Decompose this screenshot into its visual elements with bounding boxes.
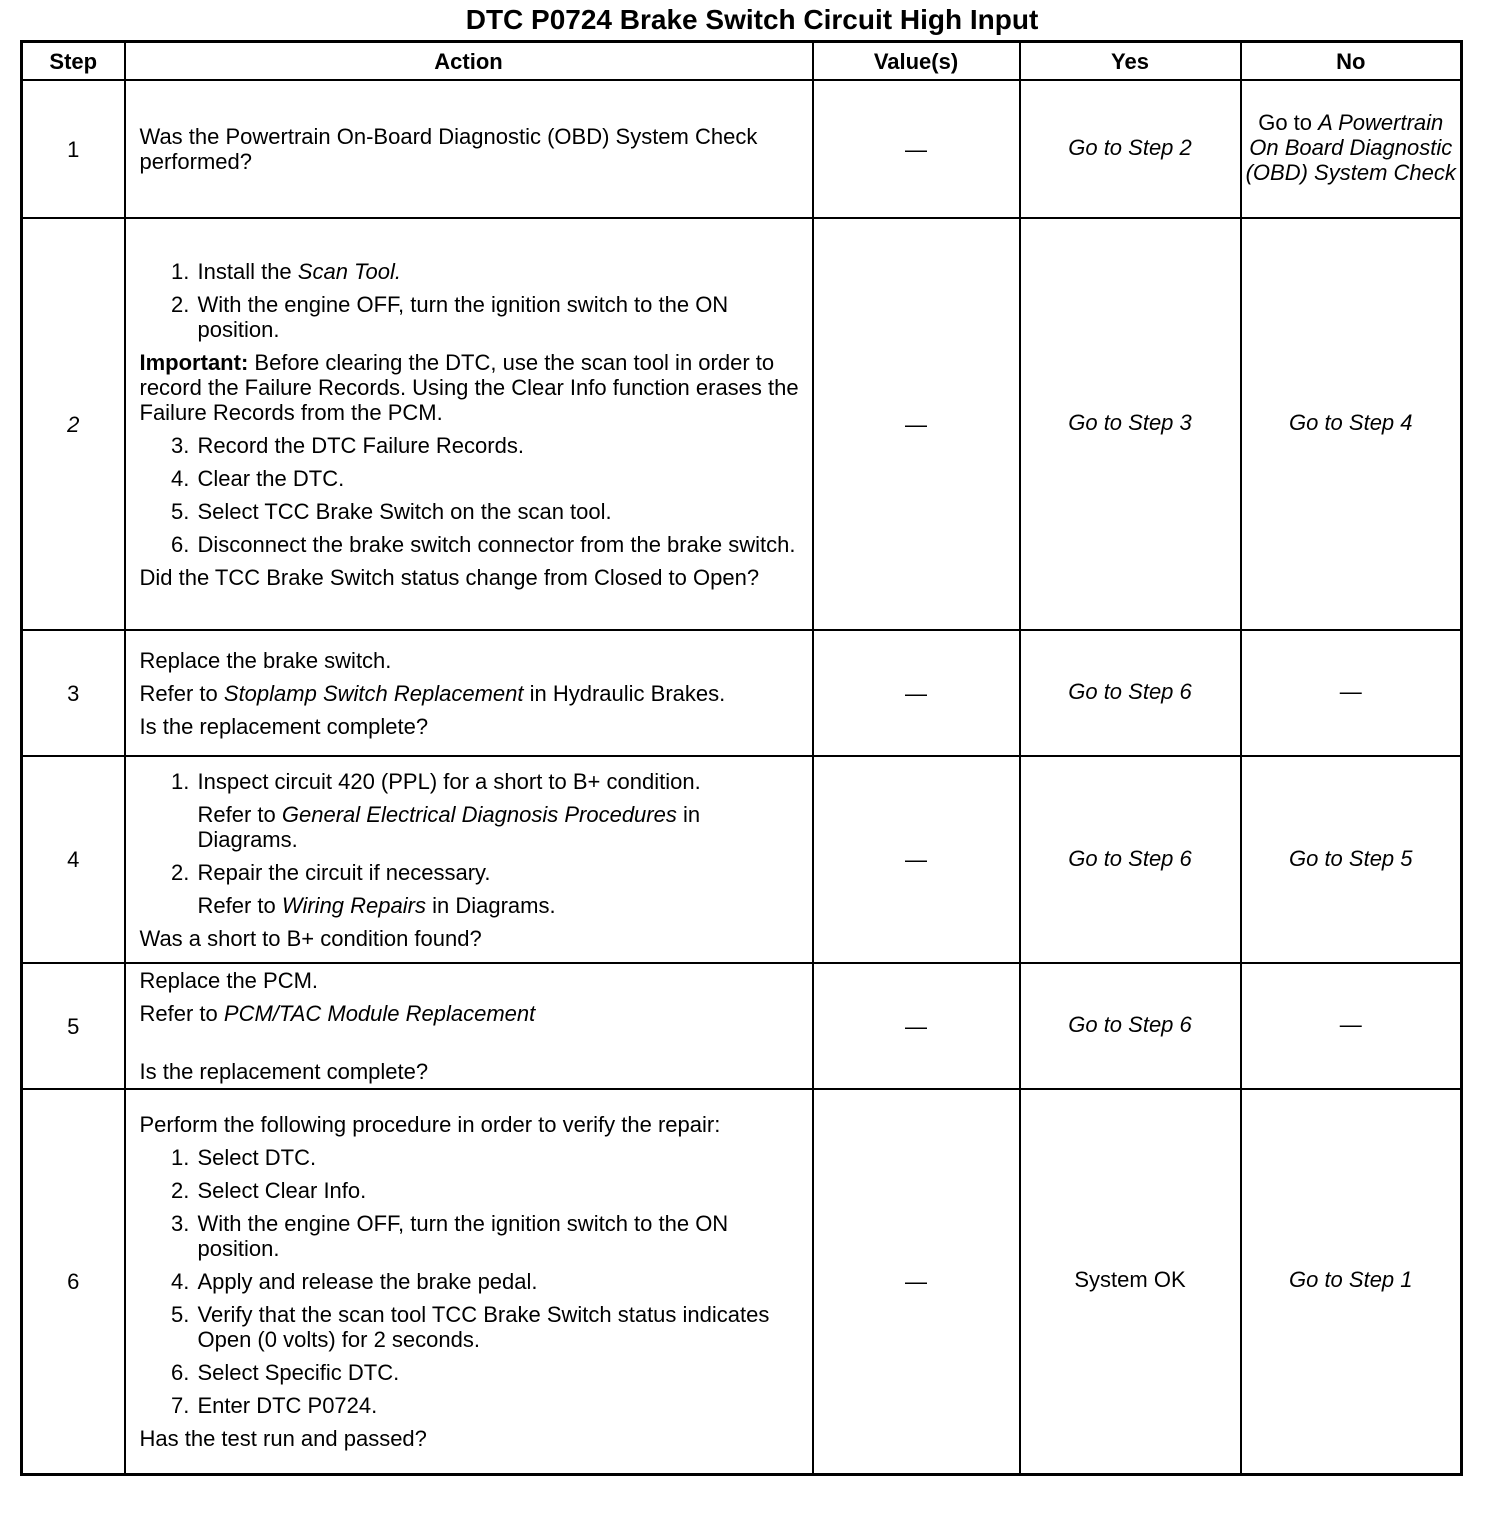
table-row-step-1 [22,80,1462,218]
action-steps [140,769,802,918]
list-item: 1. Install the Scan Tool. [196,259,802,284]
header-row [22,42,1462,81]
yes-cell [1020,963,1241,1089]
action-steps [140,259,802,342]
action-cell [125,1089,813,1474]
list-item: 4. Apply and release the brake pedal. [196,1269,802,1294]
action-reference: Refer to PCM/TAC Module Replacement [139,1001,536,1026]
no-cell [1241,1089,1462,1474]
list-item: 1. Select DTC. [196,1145,802,1170]
list-item: 3. With the engine OFF, turn the ignition switch to the ON position. [196,1211,802,1261]
header-action: Action [125,42,813,81]
yes-cell [1020,630,1241,756]
action-intro: Perform the following procedure in order to verify the repair: [139,1111,721,1137]
list-item: 4. Clear the DTC. [196,466,802,491]
table-row-step-5 [22,963,1462,1089]
yes-link: Go to Step 3 [1068,410,1192,435]
table-row-step-4 [22,756,1462,963]
header-yes: Yes [1020,42,1241,81]
yes-link: Go to Step 6 [1068,679,1192,704]
no-prefix: Go to [1258,110,1313,135]
value-cell: — [813,80,1020,218]
table-row-step-3 [22,630,1462,756]
list-item: 6. Select Specific DTC. [196,1360,802,1385]
action-cell [125,630,813,756]
yes-cell: System OK [1020,1089,1241,1474]
step-number: 5 [22,963,125,1089]
no-cell [1241,80,1462,218]
value-cell: — [813,630,1020,756]
header-values: Value(s) [813,42,1020,81]
action-question: Did the TCC Brake Switch status change from Closed to Open? [139,564,760,590]
action-steps [140,433,802,557]
list-item: 2. With the engine OFF, turn the ignition switch to the ON position. [196,292,802,342]
action-question: Is the replacement complete? [139,1059,429,1084]
table-row-step-2 [22,218,1462,630]
action-cell [125,756,813,963]
no-cell [1241,756,1462,963]
list-item: 1. Inspect circuit 420 (PPL) for a short to B+ condition. Refer to General Electrical Diagnosis Procedures in Diagrams. [196,769,802,852]
page-title: DTC P0724 Brake Switch Circuit High Input [465,4,1039,35]
action-question: Was a short to B+ condition found? [139,925,482,951]
action-question: Is the replacement complete? [139,713,429,739]
diagnostic-table [20,40,1463,1476]
list-item: 5. Verify that the scan tool TCC Brake Switch status indicates Open (0 volts) for 2 seconds. [196,1302,802,1352]
action-cell [125,218,813,630]
action-reference: Refer to General Electrical Diagnosis Procedures in Diagrams. [197,801,701,852]
action-cell [125,963,813,1089]
no-cell: — [1241,630,1462,756]
action-question: Was the Powertrain On-Board Diagnostic (OBD) System Check performed? [139,124,758,174]
yes-cell [1020,756,1241,963]
no-link: A Powertrain On Board Diagnostic (OBD) System Check [1245,110,1456,185]
action-reference: Refer to Stoplamp Switch Replacement in Hydraulic Brakes. [139,680,726,706]
yes-cell [1020,218,1241,630]
yes-link: Go to Step 6 [1068,1012,1192,1037]
no-cell: — [1241,963,1462,1089]
list-item: 2. Repair the circuit if necessary. Refer to Wiring Repairs in Diagrams. [196,860,802,918]
step-number: 6 [22,1089,125,1474]
no-link: Go to Step 4 [1288,410,1413,435]
step-number: 1 [22,80,125,218]
step-number: 2 [22,218,125,630]
action-line: Replace the brake switch. [139,647,392,673]
important-note: Important: Before clearing the DTC, use the scan tool in order to record the Failure Records. Using the Clear Info function erases the Failure Records from the PCM. [139,349,799,425]
step-number: 3 [22,630,125,756]
list-item: 6. Disconnect the brake switch connector from the brake switch. [196,532,802,557]
value-cell: — [813,1089,1020,1474]
step-number: 4 [22,756,125,963]
yes-link: Go to Step 2 [1068,135,1192,160]
header-step: Step [22,42,125,81]
list-item: 7. Enter DTC P0724. [196,1393,802,1418]
table-row-step-6 [22,1089,1462,1474]
yes-link: Go to Step 6 [1068,845,1192,871]
header-no: No [1241,42,1462,81]
list-item: 3. Record the DTC Failure Records. [196,433,802,458]
no-link: Go to Step 1 [1288,1267,1413,1293]
list-item: 2. Select Clear Info. [196,1178,802,1203]
action-steps [140,1145,802,1418]
action-line: Replace the PCM. [139,968,319,993]
yes-cell [1020,80,1241,218]
no-link: Go to Step 5 [1288,845,1413,871]
no-cell [1241,218,1462,630]
value-cell: — [813,756,1020,963]
value-cell: — [813,963,1020,1089]
action-cell [125,80,813,218]
action-reference: Refer to Wiring Repairs in Diagrams. [197,892,556,918]
value-cell: — [813,218,1020,630]
action-question: Has the test run and passed? [139,1425,427,1451]
list-item: 5. Select TCC Brake Switch on the scan tool. [196,499,802,524]
